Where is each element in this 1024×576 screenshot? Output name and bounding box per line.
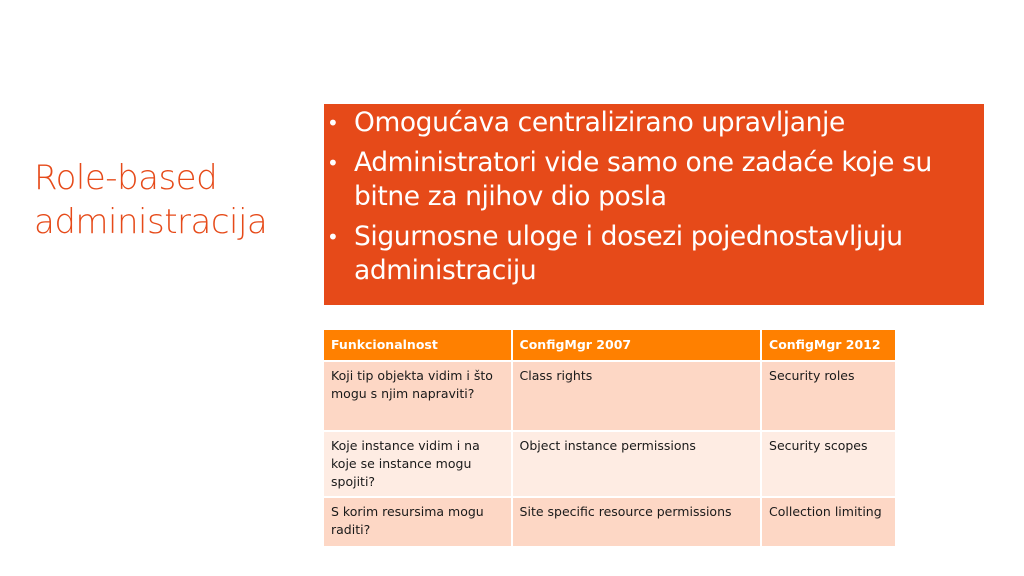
bullet-text: Administratori vide samo one zadaće koje su bitne za njihov dio posla bbox=[354, 147, 932, 212]
bullet-item bbox=[324, 146, 974, 214]
slide-title-line-2: administracija bbox=[34, 202, 268, 242]
bullet-item bbox=[324, 106, 974, 140]
bullet-text: Omogućava centralizirano upravljanje bbox=[354, 107, 845, 138]
table-row bbox=[324, 497, 896, 547]
bullet-panel bbox=[324, 104, 984, 305]
table-cell: S korim resursima mogu raditi? bbox=[324, 497, 512, 547]
table-row bbox=[324, 431, 896, 497]
bullet-dot-icon: • bbox=[327, 225, 339, 249]
table-header-row bbox=[324, 330, 896, 361]
table-cell: Koji tip objekta vidim i što mogu s njim napraviti? bbox=[324, 361, 512, 431]
table-cell: Class rights bbox=[512, 361, 761, 431]
bullet-item bbox=[324, 220, 974, 288]
table-cell: Site specific resource permissions bbox=[512, 497, 761, 547]
slide-title bbox=[34, 156, 304, 244]
table-cell: Koje instance vidim i na koje se instance mogu spojiti? bbox=[324, 431, 512, 497]
bullet-dot-icon: • bbox=[327, 111, 339, 135]
table-row bbox=[324, 361, 896, 431]
table-cell: Object instance permissions bbox=[512, 431, 761, 497]
comparison-table bbox=[324, 330, 897, 548]
table-cell: Security roles bbox=[761, 361, 896, 431]
table-cell: Security scopes bbox=[761, 431, 896, 497]
table-cell: Collection limiting bbox=[761, 497, 896, 547]
column-header-feature: Funkcionalnost bbox=[324, 330, 512, 361]
bullet-dot-icon: • bbox=[327, 151, 339, 175]
column-header-configmgr-2012: ConfigMgr 2012 bbox=[761, 330, 896, 361]
bullet-text: Sigurnosne uloge i dosezi pojednostavljuju administraciju bbox=[354, 221, 903, 286]
slide-title-line-1: Role-based bbox=[34, 158, 218, 198]
column-header-configmgr-2007: ConfigMgr 2007 bbox=[512, 330, 761, 361]
bullet-list bbox=[324, 106, 974, 288]
